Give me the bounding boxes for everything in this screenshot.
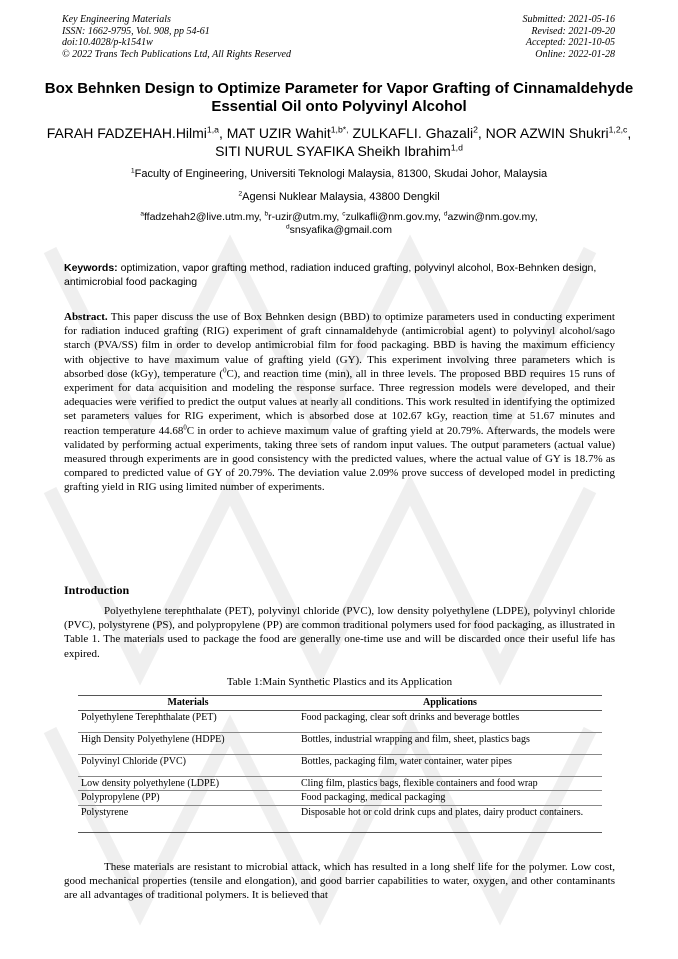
author-name: , NOR AZWIN Shukri <box>477 125 609 141</box>
table-cell-application: Food packaging, medical packaging <box>298 791 602 806</box>
table-row <box>78 776 602 791</box>
author-affiliation-mark: 1,b*, <box>330 124 349 135</box>
author-list <box>40 124 638 160</box>
affiliation-mark: 1 <box>130 167 135 175</box>
affiliation-text: Agensi Nuklear Malaysia, 43800 Dengkil <box>242 191 440 203</box>
email-link[interactable]: snsyafika@gmail.com <box>289 224 392 236</box>
keywords-text: optimization, vapor grafting method, radiation induced grafting, polyvinyl alcohol, Box-Behnken design, antimicrobial food packaging <box>64 262 597 288</box>
email-mark: d <box>286 223 290 231</box>
email-link[interactable]: azwin@nm.gov.my, <box>447 211 538 223</box>
journal-issn: ISSN: 1662-9795, Vol. 908, pp 54-61 <box>62 25 210 37</box>
materials-table <box>78 695 602 833</box>
abstract-text: This paper discuss the use of Box Behnken design (BBD) to optimize parameters used in conducting experiment for radiation induced grafting (RIG) experiment of graft cinnamaldehyde (antimicrobial agent) to polyvinyl alcohol/sago starch (PVA/SS) film in order to develop antimicrobial film for food packaging. BBD is having the maximum efficiency with objective to have maximum value of grafting yield (GY). This experiment involving three parameters which is absorbed dose (kGy), temperature ( <box>64 311 615 380</box>
keywords-label: Keywords: <box>64 262 118 274</box>
table-cell-application: Bottles, packaging film, water container, water pipes <box>298 754 602 776</box>
accepted-date: Accepted: 2021-10-05 <box>525 37 615 48</box>
table-cell-material: Polypropylene (PP) <box>78 791 298 806</box>
table-row <box>78 732 602 754</box>
author-affiliation-mark: 2 <box>473 124 478 135</box>
email-link[interactable]: ffadzehah2@live.utm.my, <box>143 211 265 223</box>
table-cell-material: Polystyrene <box>78 805 298 832</box>
abstract-text: C in order to achieve maximum value of grafting yield at 20.79%. Afterwards, the models were validated by performing actual experiments, taking three sets of random input values. The output parameters (actual value) measured through experiments are in good consistency with the predicted values, where the actual value of GY is 18.7% as compared to predicted value of GY of 20.79%. The deviation value 2.09% prove success of developed model in predicting grafting yield in RIG using limited number of experiments. <box>64 424 615 494</box>
publisher-watermark <box>30 190 650 950</box>
submitted-date: Submitted: 2021-05-16 <box>522 14 615 25</box>
affiliation-mark: 2 <box>238 190 243 198</box>
author-name: FARAH FADZEHAH.Hilmi <box>46 125 207 141</box>
table-header-materials: Materials <box>78 696 298 711</box>
author-name: , SITI NURUL SYAFIKA Sheikh Ibrahim <box>215 125 632 159</box>
affiliation-text: Faculty of Engineering, Universiti Teknologi Malaysia, 81300, Skudai Johor, Malaysia <box>134 168 548 180</box>
abstract-label: Abstract. <box>64 311 108 323</box>
journal-doi: doi:10.4028/p-k1541w <box>62 37 153 48</box>
email-mark: b <box>264 210 269 218</box>
affiliation-2 <box>40 191 638 204</box>
journal-copyright: © 2022 Trans Tech Publications Ltd, All Rights Reserved <box>62 48 291 60</box>
email-link[interactable]: r-uzir@utm.my, <box>268 211 343 223</box>
paper-title: Box Behnken Design to Optimize Parameter for Vapor Grafting of Cinnamaldehyde Essential Oil onto Polyvinyl Alcohol <box>44 80 634 115</box>
journal-header-right <box>523 14 616 60</box>
table-cell-material: Polyethylene Terephthalate (PET) <box>78 710 298 732</box>
table-header-row <box>78 696 602 711</box>
journal-header-left <box>62 14 291 60</box>
table-cell-application: Cling film, plastics bags, flexible containers and food wrap <box>298 776 602 791</box>
table-cell-application: Disposable hot or cold drink cups and plates, dairy product containers. <box>298 805 602 832</box>
author-name: ZULKAFLI. Ghazali <box>348 125 474 141</box>
abstract-section <box>64 310 615 495</box>
table-cell-material: Low density polyethylene (LDPE) <box>78 776 298 791</box>
table-header-applications: Applications <box>298 696 602 711</box>
online-date: Online: 2022-01-28 <box>535 48 615 60</box>
author-affiliation-mark: 1,2,c <box>608 124 628 135</box>
author-affiliation-mark: 1,a <box>206 124 219 135</box>
section-heading-introduction: Introduction <box>64 583 130 597</box>
author-name: , MAT UZIR Wahit <box>218 125 331 141</box>
table-cell-application: Bottles, industrial wrapping and film, sheet, plastics bags <box>298 732 602 754</box>
table-cell-material: Polyvinyl Chloride (PVC) <box>78 754 298 776</box>
table-cell-application: Food packaging, clear soft drinks and beverage bottles <box>298 710 602 732</box>
table-cell-material: High Density Polyethylene (HDPE) <box>78 732 298 754</box>
table-row <box>78 754 602 776</box>
author-affiliation-mark: 1,d <box>450 142 463 153</box>
journal-name: Key Engineering Materials <box>62 14 171 25</box>
table-row <box>78 791 602 806</box>
abstract-text: C), and reaction time (min), all in three levels. The proposed BBD requires 15 runs of experiment for data acquisition and modeling the response surface. Three regression models were developed, and their adequacies were verified to predict the output values at nearly all conditions. This work resulted in identifying the optimized set parameters values for RIG experiment, which is absorbed dose at 102.67 kGy, reaction time at 51.67 minutes and reaction temperature 44.68 <box>64 367 615 437</box>
email-link[interactable]: zulkafli@nm.gov.my, <box>345 211 444 223</box>
email-mark: c <box>342 210 346 218</box>
author-emails <box>60 211 618 237</box>
email-mark: d <box>443 210 448 218</box>
table-caption: Table 1:Main Synthetic Plastics and its Application <box>226 676 453 688</box>
table-row <box>78 805 602 832</box>
revised-date: Revised: 2021-09-20 <box>531 25 615 37</box>
degree-superscript: 0 <box>183 423 187 431</box>
email-mark: a <box>140 210 144 218</box>
introduction-paragraph: Polyethylene terephthalate (PET), polyvinyl chloride (PVC), low density polyethylene (LDPE), polyvinyl chloride (PVC), polystyrene (PS), and polypropylene (PP) are common traditional polymers used for food packaging, as illustrated in Table 1. The materials used to package the food are generally one-time use and will be discarded once their useful life has expired. <box>64 605 615 660</box>
keywords-section <box>64 262 616 289</box>
degree-superscript: 0 <box>223 367 227 375</box>
affiliation-1 <box>40 168 638 181</box>
body-paragraph: These materials are resistant to microbial attack, which has resulted in a long shelf life for the polymer. Low cost, good mechanical properties (tensile and elongation), and good barrier capabilities to water, oxygen, and other contaminants are all advantages of traditional polymers. It is believed that <box>64 861 615 902</box>
table-row <box>78 710 602 732</box>
